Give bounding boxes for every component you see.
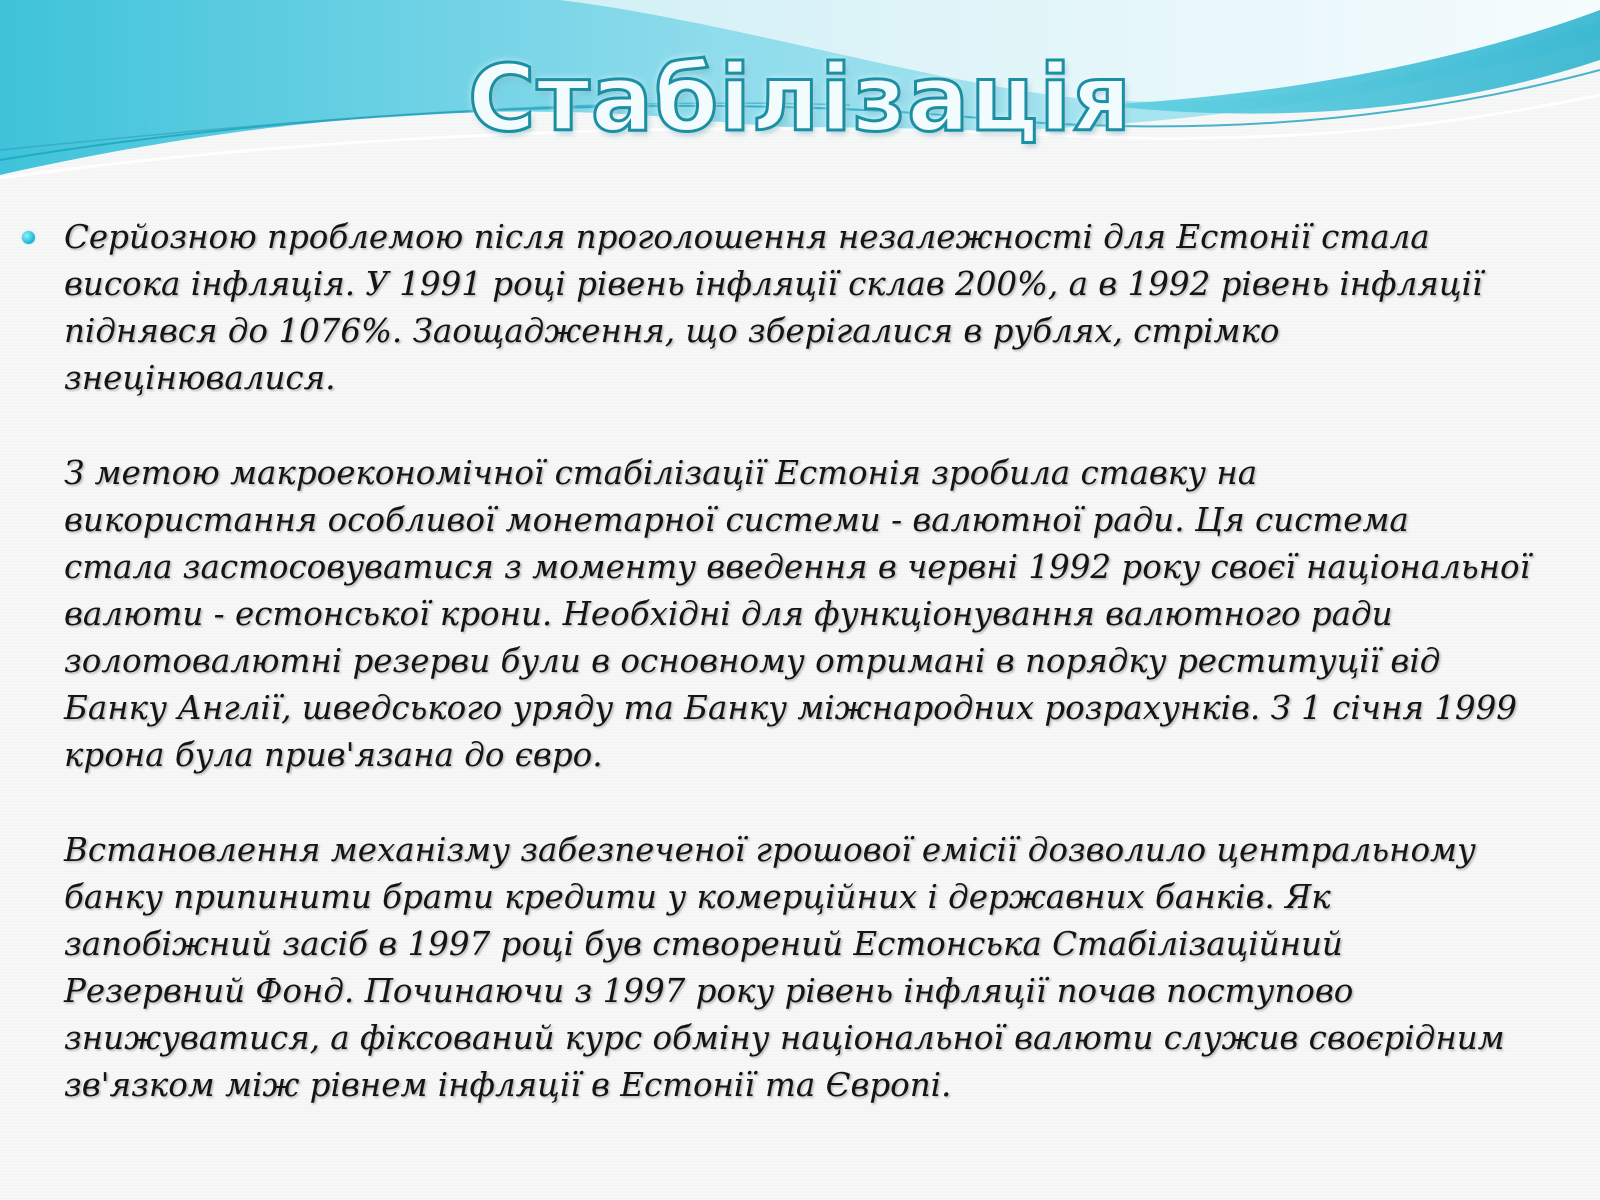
paragraph-inflation: Серйозною проблемою після проголошення незалежності для Естонії стала висока інфляція. У 1991 році рівень інфляції склав 200%, а в 1992 рівень інфляції піднявся до 1076%. Заощадження, що зберігалися в рублях, стрімко знецінювалися. [64,218,1483,397]
paragraph-currency-board: З метою макроекономічної стабілізації Естонія зробила ставку на використання особливої монетарної системи - валютної ради. Ця система стала застосовуватися з моменту введення в червні 1992 року своєї національної валюти - естонської крони. Необхідні для функціонування валютного ради золотовалютні резерви були в основному отримані в порядку реституції від Банку Англії, шведського уряду та Банку міжнародних розрахунків. З 1 січня 1999 крона була прив'язана до євро. [64,454,1530,774]
slide-body [18,214,1558,1157]
slide-title: Стабілізація [468,45,1132,152]
paragraph-stabilization-fund: Встановлення механізму забезпеченої грошової емісії дозволило центральному банку припинити брати кредити у комерційних і державних банків. Як запобіжний засіб в 1997 році був створений Естонська Стабілізаційний Резервний Фонд. Починаючи з 1997 року рівень інфляції почав поступово знижуватися, а фіксований курс обміну національної валюти служив своєрідним зв'язком між рівнем інфляції в Естонії та Європі. [64,831,1505,1104]
bullet-icon [22,231,35,244]
